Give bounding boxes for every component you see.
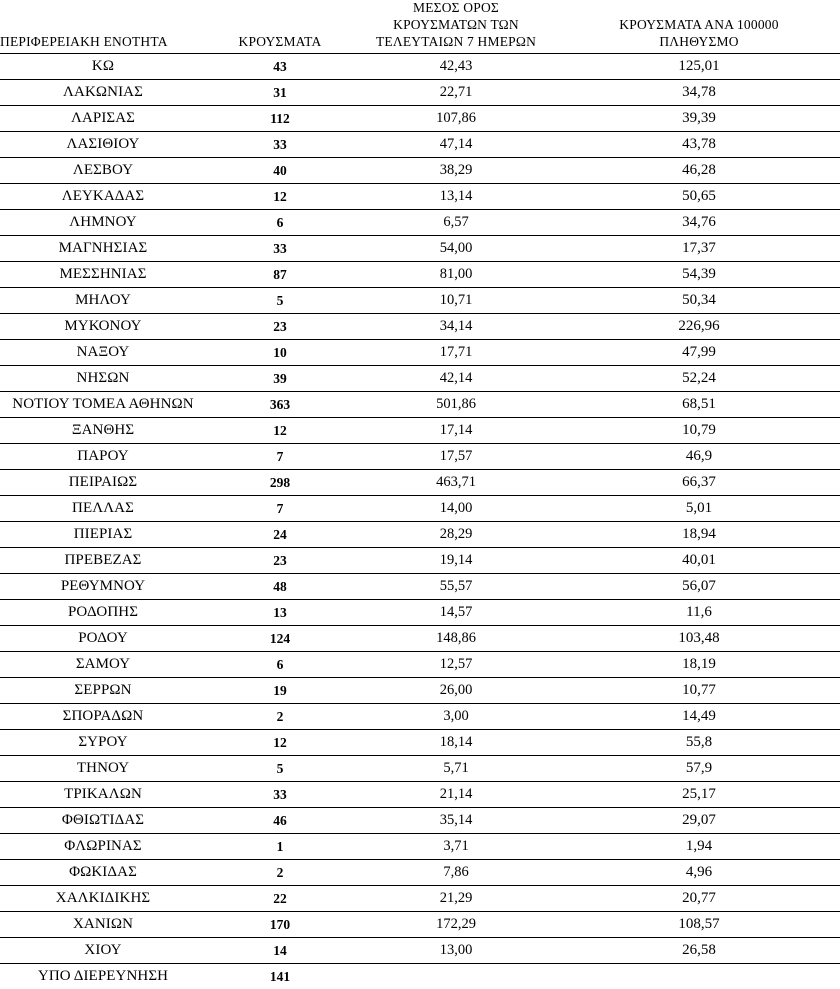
cell-per-100000: 54,39	[558, 261, 840, 287]
cell-region-name: ΛΑΣΙΘΙΟΥ	[0, 131, 206, 157]
table-row	[0, 781, 840, 807]
cell-per-100000: 1,94	[558, 833, 840, 859]
cell-cases: 31	[206, 79, 354, 105]
table-row	[0, 703, 840, 729]
cell-cases: 33	[206, 781, 354, 807]
cell-7day-average: 34,14	[354, 313, 558, 339]
cell-cases: 14	[206, 937, 354, 963]
table-row	[0, 677, 840, 703]
cell-cases: 19	[206, 677, 354, 703]
cell-cases: 46	[206, 807, 354, 833]
table-row	[0, 417, 840, 443]
table-row	[0, 53, 840, 79]
cell-7day-average: 6,57	[354, 209, 558, 235]
cell-cases: 7	[206, 443, 354, 469]
cell-7day-average: 26,00	[354, 677, 558, 703]
table-row	[0, 391, 840, 417]
cell-7day-average: 14,57	[354, 599, 558, 625]
cell-7day-average: 54,00	[354, 235, 558, 261]
table-row	[0, 625, 840, 651]
cell-region-name: ΣΥΡΟΥ	[0, 729, 206, 755]
cell-cases: 23	[206, 547, 354, 573]
cell-7day-average: 463,71	[354, 469, 558, 495]
table-row	[0, 495, 840, 521]
cell-region-name: ΜΗΛΟΥ	[0, 287, 206, 313]
table-row	[0, 339, 840, 365]
table-row	[0, 365, 840, 391]
table-body	[0, 53, 840, 989]
cell-region-name: ΜΕΣΣΗΝΙΑΣ	[0, 261, 206, 287]
cell-cases: 363	[206, 391, 354, 417]
cell-7day-average: 107,86	[354, 105, 558, 131]
cell-7day-average: 148,86	[354, 625, 558, 651]
cell-cases: 112	[206, 105, 354, 131]
cell-region-name: ΧΙΟΥ	[0, 937, 206, 963]
cell-region-name: ΦΩΚΙΔΑΣ	[0, 859, 206, 885]
cell-cases: 39	[206, 365, 354, 391]
cell-per-100000	[558, 963, 840, 989]
table-row	[0, 573, 840, 599]
cell-per-100000: 20,77	[558, 885, 840, 911]
cell-per-100000: 52,24	[558, 365, 840, 391]
cell-region-name: ΤΡΙΚΑΛΩΝ	[0, 781, 206, 807]
cell-region-name: ΠΑΡΟΥ	[0, 443, 206, 469]
table-row	[0, 261, 840, 287]
cell-region-name: ΠΡΕΒΕΖΑΣ	[0, 547, 206, 573]
cell-region-name: ΜΥΚΟΝΟΥ	[0, 313, 206, 339]
cell-per-100000: 50,65	[558, 183, 840, 209]
cell-per-100000: 226,96	[558, 313, 840, 339]
cell-region-name: ΣΕΡΡΩΝ	[0, 677, 206, 703]
table-row	[0, 547, 840, 573]
table-row	[0, 105, 840, 131]
cell-per-100000: 39,39	[558, 105, 840, 131]
cell-per-100000: 4,96	[558, 859, 840, 885]
cell-cases: 170	[206, 911, 354, 937]
cell-cases: 6	[206, 651, 354, 677]
cell-7day-average	[354, 963, 558, 989]
cell-cases: 124	[206, 625, 354, 651]
cell-7day-average: 12,57	[354, 651, 558, 677]
cell-per-100000: 46,28	[558, 157, 840, 183]
cell-7day-average: 22,71	[354, 79, 558, 105]
cell-per-100000: 47,99	[558, 339, 840, 365]
table-row	[0, 235, 840, 261]
table-row	[0, 859, 840, 885]
cell-region-name: ΧΑΝΙΩΝ	[0, 911, 206, 937]
cell-7day-average: 17,71	[354, 339, 558, 365]
cell-cases: 24	[206, 521, 354, 547]
cell-per-100000: 34,76	[558, 209, 840, 235]
cell-region-name: ΛΑΡΙΣΑΣ	[0, 105, 206, 131]
cell-7day-average: 3,00	[354, 703, 558, 729]
cell-7day-average: 55,57	[354, 573, 558, 599]
cell-per-100000: 14,49	[558, 703, 840, 729]
cell-region-name: ΝΑΞΟΥ	[0, 339, 206, 365]
cell-region-name: ΝΗΣΩΝ	[0, 365, 206, 391]
table-row	[0, 443, 840, 469]
cell-7day-average: 13,14	[354, 183, 558, 209]
cell-per-100000: 10,79	[558, 417, 840, 443]
cell-region-name: ΡΟΔΟΥ	[0, 625, 206, 651]
table-row	[0, 885, 840, 911]
cell-region-name: ΞΑΝΘΗΣ	[0, 417, 206, 443]
cell-region-name: ΧΑΛΚΙΔΙΚΗΣ	[0, 885, 206, 911]
cell-7day-average: 42,14	[354, 365, 558, 391]
table-row	[0, 963, 840, 989]
table-row	[0, 729, 840, 755]
table-row	[0, 937, 840, 963]
cell-region-name: ΝΟΤΙΟΥ ΤΟΜΕΑ ΑΘΗΝΩΝ	[0, 391, 206, 417]
cell-per-100000: 125,01	[558, 53, 840, 79]
cell-cases: 33	[206, 235, 354, 261]
cell-per-100000: 103,48	[558, 625, 840, 651]
cell-per-100000: 40,01	[558, 547, 840, 573]
cell-per-100000: 108,57	[558, 911, 840, 937]
cell-7day-average: 172,29	[354, 911, 558, 937]
table-row	[0, 183, 840, 209]
cell-7day-average: 13,00	[354, 937, 558, 963]
cell-region-name: ΦΘΙΩΤΙΔΑΣ	[0, 807, 206, 833]
cell-cases: 2	[206, 859, 354, 885]
cell-cases: 7	[206, 495, 354, 521]
cell-per-100000: 25,17	[558, 781, 840, 807]
cell-per-100000: 18,19	[558, 651, 840, 677]
cell-per-100000: 5,01	[558, 495, 840, 521]
cell-region-name: ΛΕΣΒΟΥ	[0, 157, 206, 183]
table-row	[0, 469, 840, 495]
cell-7day-average: 5,71	[354, 755, 558, 781]
cell-region-name: ΛΗΜΝΟΥ	[0, 209, 206, 235]
cell-cases: 6	[206, 209, 354, 235]
cell-cases: 23	[206, 313, 354, 339]
cell-cases: 33	[206, 131, 354, 157]
cell-cases: 12	[206, 417, 354, 443]
cell-cases: 12	[206, 729, 354, 755]
cell-cases: 13	[206, 599, 354, 625]
column-header-per-100000: ΚΡΟΥΣΜΑΤΑ ΑΝΑ 100000 ΠΛΗΘΥΣΜΟ	[558, 0, 840, 53]
cell-per-100000: 57,9	[558, 755, 840, 781]
cell-per-100000: 50,34	[558, 287, 840, 313]
table-row	[0, 313, 840, 339]
cell-7day-average: 14,00	[354, 495, 558, 521]
cell-region-name: ΜΑΓΝΗΣΙΑΣ	[0, 235, 206, 261]
cell-7day-average: 28,29	[354, 521, 558, 547]
cell-7day-average: 42,43	[354, 53, 558, 79]
column-header-cases: ΚΡΟΥΣΜΑΤΑ	[206, 0, 354, 53]
cell-region-name: ΛΑΚΩΝΙΑΣ	[0, 79, 206, 105]
cell-cases: 87	[206, 261, 354, 287]
table-row	[0, 599, 840, 625]
cell-per-100000: 34,78	[558, 79, 840, 105]
header-row	[0, 0, 840, 53]
cell-region-name: ΡΕΘΥΜΝΟΥ	[0, 573, 206, 599]
cell-per-100000: 11,6	[558, 599, 840, 625]
cell-per-100000: 18,94	[558, 521, 840, 547]
table-row	[0, 209, 840, 235]
cell-7day-average: 47,14	[354, 131, 558, 157]
table-header	[0, 0, 840, 53]
cell-per-100000: 68,51	[558, 391, 840, 417]
cell-7day-average: 21,29	[354, 885, 558, 911]
cell-cases: 43	[206, 53, 354, 79]
cell-per-100000: 66,37	[558, 469, 840, 495]
cell-region-name: ΥΠΟ ΔΙΕΡΕΥΝΗΣΗ	[37, 967, 169, 984]
table-row	[0, 833, 840, 859]
cell-cases: 22	[206, 885, 354, 911]
cell-7day-average: 19,14	[354, 547, 558, 573]
table-row	[0, 651, 840, 677]
cell-cases: 12	[206, 183, 354, 209]
cell-region-name: ΣΠΟΡΑΔΩΝ	[0, 703, 206, 729]
table-row	[0, 157, 840, 183]
cell-cases: 141	[269, 968, 291, 984]
cell-per-100000: 10,77	[558, 677, 840, 703]
cell-7day-average: 18,14	[354, 729, 558, 755]
table-row	[0, 287, 840, 313]
cell-7day-average: 81,00	[354, 261, 558, 287]
table-row	[0, 79, 840, 105]
cell-region-name: ΠΙΕΡΙΑΣ	[0, 521, 206, 547]
column-header-region: ΠΕΡΙΦΕΡΕΙΑΚΗ ΕΝΟΤΗΤΑ	[0, 0, 206, 53]
table-row	[0, 131, 840, 157]
cell-region-name: ΛΕΥΚΑΔΑΣ	[0, 183, 206, 209]
cell-7day-average: 17,57	[354, 443, 558, 469]
cell-per-100000: 26,58	[558, 937, 840, 963]
cell-cases: 5	[206, 755, 354, 781]
table-row	[0, 911, 840, 937]
cell-cases: 2	[206, 703, 354, 729]
cell-cases: 1	[206, 833, 354, 859]
cell-7day-average: 17,14	[354, 417, 558, 443]
cell-cases: 48	[206, 573, 354, 599]
cell-7day-average: 10,71	[354, 287, 558, 313]
cell-region-name: ΤΗΝΟΥ	[0, 755, 206, 781]
table-row	[0, 755, 840, 781]
cell-7day-average: 7,86	[354, 859, 558, 885]
cell-cases: 5	[206, 287, 354, 313]
table-row	[0, 807, 840, 833]
cell-per-100000: 46,9	[558, 443, 840, 469]
cell-7day-average: 38,29	[354, 157, 558, 183]
cell-region-name: ΦΛΩΡΙΝΑΣ	[0, 833, 206, 859]
column-header-7day-average: ΜΕΣΟΣ ΟΡΟΣ ΚΡΟΥΣΜΑΤΩΝ ΤΩΝ ΤΕΛΕΥΤΑΙΩΝ 7 ΗΜΕΡΩΝ	[354, 0, 558, 53]
cell-per-100000: 29,07	[558, 807, 840, 833]
cell-region-name: ΣΑΜΟΥ	[0, 651, 206, 677]
cell-7day-average: 3,71	[354, 833, 558, 859]
cell-region-name: ΠΕΙΡΑΙΩΣ	[0, 469, 206, 495]
cell-7day-average: 35,14	[354, 807, 558, 833]
cell-per-100000: 56,07	[558, 573, 840, 599]
cell-region-name: ΚΩ	[0, 53, 206, 79]
cell-cases: 40	[206, 157, 354, 183]
cell-cases: 298	[206, 469, 354, 495]
table-row	[0, 521, 840, 547]
cell-7day-average: 501,86	[354, 391, 558, 417]
cell-7day-average: 21,14	[354, 781, 558, 807]
cell-per-100000: 55,8	[558, 729, 840, 755]
cell-per-100000: 43,78	[558, 131, 840, 157]
cell-cases: 10	[206, 339, 354, 365]
cell-region-name: ΠΕΛΛΑΣ	[0, 495, 206, 521]
cell-per-100000: 17,37	[558, 235, 840, 261]
cell-region-name: ΡΟΔΟΠΗΣ	[0, 599, 206, 625]
